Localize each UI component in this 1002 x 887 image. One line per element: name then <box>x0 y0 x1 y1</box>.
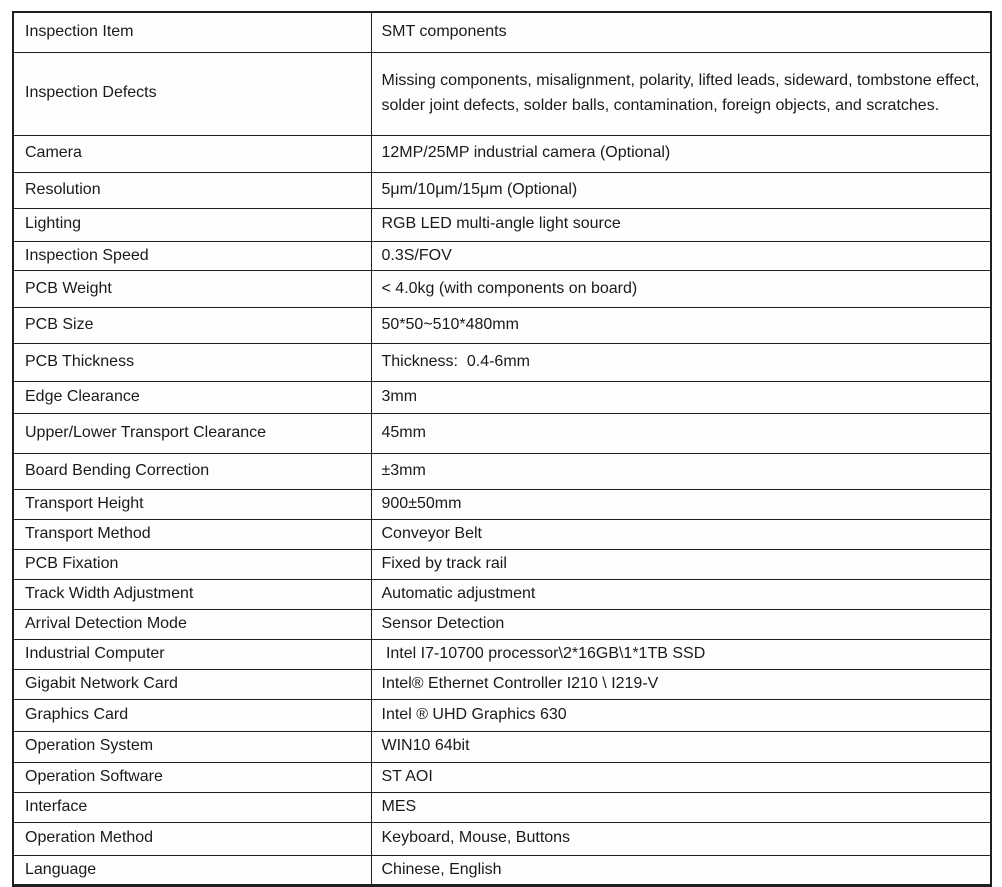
spec-label: PCB Weight <box>13 271 371 308</box>
spec-label: Inspection Defects <box>13 52 371 135</box>
spec-label: Operation Software <box>13 762 371 792</box>
table-row <box>13 762 991 792</box>
spec-label: Resolution <box>13 172 371 208</box>
table-row <box>13 579 991 609</box>
table-row <box>13 344 991 382</box>
spec-value: ST AOI <box>371 762 991 792</box>
spec-value: Intel I7-10700 processor\2*16GB\1*1TB SSD <box>371 639 991 669</box>
spec-value: Intel® Ethernet Controller I210 \ I219-V <box>371 669 991 699</box>
spec-value: < 4.0kg (with components on board) <box>371 271 991 308</box>
spec-label: Edge Clearance <box>13 382 371 414</box>
spec-value: 50*50~510*480mm <box>371 308 991 344</box>
table-row <box>13 609 991 639</box>
table-row <box>13 669 991 699</box>
spec-label: Board Bending Correction <box>13 454 371 490</box>
spec-value: Keyboard, Mouse, Buttons <box>371 822 991 855</box>
spec-value: 0.3S/FOV <box>371 241 991 271</box>
table-row <box>13 52 991 135</box>
spec-value: Sensor Detection <box>371 609 991 639</box>
spec-value: ±3mm <box>371 454 991 490</box>
spec-value: 12MP/25MP industrial camera (Optional) <box>371 135 991 172</box>
table-row <box>13 549 991 579</box>
spec-label: PCB Fixation <box>13 549 371 579</box>
spec-label: Operation System <box>13 731 371 762</box>
spec-label: Arrival Detection Mode <box>13 609 371 639</box>
spec-value: 900±50mm <box>371 490 991 520</box>
table-row <box>13 490 991 520</box>
table-row <box>13 639 991 669</box>
spec-label: Transport Height <box>13 490 371 520</box>
table-row <box>13 520 991 550</box>
spec-label: Interface <box>13 792 371 822</box>
spec-value: 3mm <box>371 382 991 414</box>
table-row <box>13 135 991 172</box>
spec-value: Chinese, English <box>371 855 991 886</box>
spec-label: PCB Thickness <box>13 344 371 382</box>
table-row <box>13 414 991 454</box>
spec-label: Industrial Computer <box>13 639 371 669</box>
specification-table-body <box>13 12 991 886</box>
spec-value: Automatic adjustment <box>371 579 991 609</box>
spec-label: Gigabit Network Card <box>13 669 371 699</box>
table-row <box>13 382 991 414</box>
table-row <box>13 308 991 344</box>
spec-value: WIN10 64bit <box>371 731 991 762</box>
spec-value: Conveyor Belt <box>371 520 991 550</box>
spec-label: PCB Size <box>13 308 371 344</box>
table-row <box>13 699 991 731</box>
table-row <box>13 822 991 855</box>
spec-label: Lighting <box>13 208 371 241</box>
spec-value: Thickness: 0.4-6mm <box>371 344 991 382</box>
spec-label: Track Width Adjustment <box>13 579 371 609</box>
spec-value: 5μm/10μm/15μm (Optional) <box>371 172 991 208</box>
table-row <box>13 172 991 208</box>
spec-label: Upper/Lower Transport Clearance <box>13 414 371 454</box>
spec-value: MES <box>371 792 991 822</box>
spec-label: Camera <box>13 135 371 172</box>
spec-value: Missing components, misalignment, polarity, lifted leads, sideward, tombstone effect, solder joint defects, solder balls, contamination, foreign objects, and scratches. <box>371 52 991 135</box>
table-row <box>13 454 991 490</box>
table-row <box>13 792 991 822</box>
spec-value: RGB LED multi-angle light source <box>371 208 991 241</box>
table-row <box>13 731 991 762</box>
spec-label: Operation Method <box>13 822 371 855</box>
specification-table <box>12 11 992 887</box>
spec-label: Graphics Card <box>13 699 371 731</box>
spec-label: Inspection Item <box>13 12 371 52</box>
table-row <box>13 271 991 308</box>
spec-label: Inspection Speed <box>13 241 371 271</box>
spec-value: 45mm <box>371 414 991 454</box>
table-row <box>13 208 991 241</box>
spec-value: SMT components <box>371 12 991 52</box>
table-row <box>13 12 991 52</box>
table-row <box>13 241 991 271</box>
spec-label: Transport Method <box>13 520 371 550</box>
spec-value: Intel ® UHD Graphics 630 <box>371 699 991 731</box>
spec-value: Fixed by track rail <box>371 549 991 579</box>
spec-label: Language <box>13 855 371 886</box>
table-row <box>13 855 991 886</box>
